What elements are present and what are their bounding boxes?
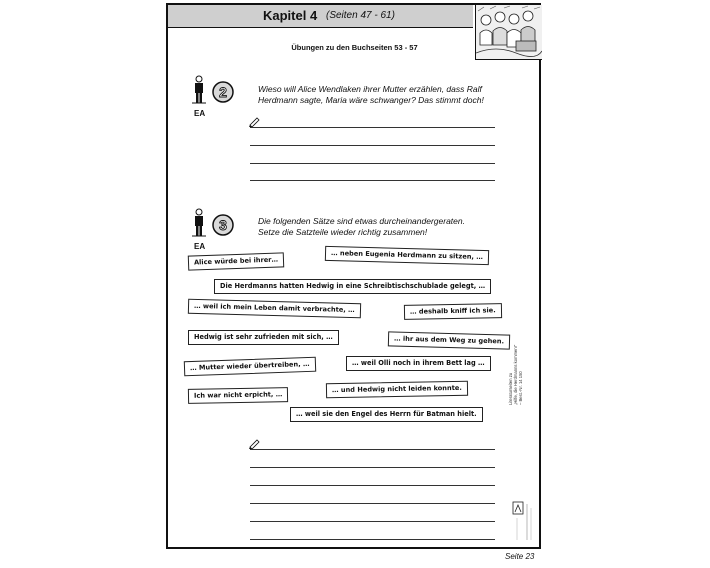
pencil-icon xyxy=(248,437,260,449)
number-three-icon xyxy=(212,214,234,236)
sentence-strip[interactable]: Ich war nicht erpicht, … xyxy=(188,387,289,404)
answer-line[interactable] xyxy=(250,127,495,128)
pencil-icon xyxy=(248,115,260,127)
sentence-strip[interactable]: … deshalb kniff ich sie. xyxy=(404,303,502,320)
task3-instruction xyxy=(258,216,528,238)
chapter-header-bar xyxy=(168,5,473,28)
worksheet-page xyxy=(166,3,541,549)
task3-ea-label: EA xyxy=(194,242,206,251)
chapter-pages: (Seiten 47 - 61) xyxy=(326,10,395,21)
svg-text:3: 3 xyxy=(219,217,227,233)
sentence-strip[interactable]: … ihr aus dem Weg zu gehen. xyxy=(388,331,510,349)
number-two-icon xyxy=(212,81,234,103)
answer-line[interactable] xyxy=(250,163,495,164)
task2-instruction xyxy=(258,84,528,106)
sentence-strip[interactable]: … neben Eugenia Herdmann zu sitzen, … xyxy=(325,246,489,265)
sentence-strip[interactable]: … weil ich mein Leben damit verbrachte, … xyxy=(188,299,361,319)
answer-line[interactable] xyxy=(250,485,495,486)
answer-line[interactable] xyxy=(250,449,495,450)
answer-line[interactable] xyxy=(250,180,495,181)
sentence-strip[interactable]: Hedwig ist sehr zufrieden mit sich, … xyxy=(188,330,339,345)
answer-line[interactable] xyxy=(250,521,495,522)
task3-line2: Setze die Satzteile wieder richtig zusammen! xyxy=(258,227,428,237)
exercise-subtitle: Übungen zu den Buchseiten 53 - 57 xyxy=(291,43,418,52)
chapter-title: Kapitel 4 xyxy=(263,8,318,23)
answer-line[interactable] xyxy=(250,539,495,540)
sentence-strip[interactable]: Alice würde bei ihrer… xyxy=(188,252,285,270)
svg-text:2: 2 xyxy=(219,84,227,100)
task3-icon-group xyxy=(190,208,250,258)
task2-ea-label: EA xyxy=(194,109,206,118)
answer-line[interactable] xyxy=(250,467,495,468)
task2-line1: Wieso will Alice Wendlaken ihrer Mutter erzählen, dass Ralf xyxy=(258,84,482,94)
answer-line[interactable] xyxy=(250,145,495,146)
task2-icon-group xyxy=(190,75,250,125)
sentence-strip[interactable]: … Mutter wieder übertreiben, … xyxy=(184,357,316,377)
answer-line[interactable] xyxy=(250,503,495,504)
page-number: Seite 23 xyxy=(505,552,535,561)
publisher-logo xyxy=(511,500,537,544)
sentence-strip[interactable]: … weil Olli noch in ihrem Bett lag … xyxy=(346,356,491,371)
task2-line2: Herdmann sagte, Maria wäre schwanger? Das stimmt doch! xyxy=(258,95,484,105)
task3-line1: Die folgenden Sätze sind etwas durcheinandergeraten. xyxy=(258,216,465,226)
sentence-strip[interactable]: … und Hedwig nicht leiden konnte. xyxy=(326,381,468,398)
sentence-strip[interactable]: Die Herdmanns hatten Hedwig in eine Schreibtischschublade gelegt, … xyxy=(214,279,491,294)
side-credit-text: Literaturseiten zu „Hilfe, die Herdmanns kommen!“ – Best.-Nr. 14 150 xyxy=(508,344,523,405)
sentence-strip[interactable]: … weil sie den Engel des Herrn für Batman hielt. xyxy=(290,407,483,422)
